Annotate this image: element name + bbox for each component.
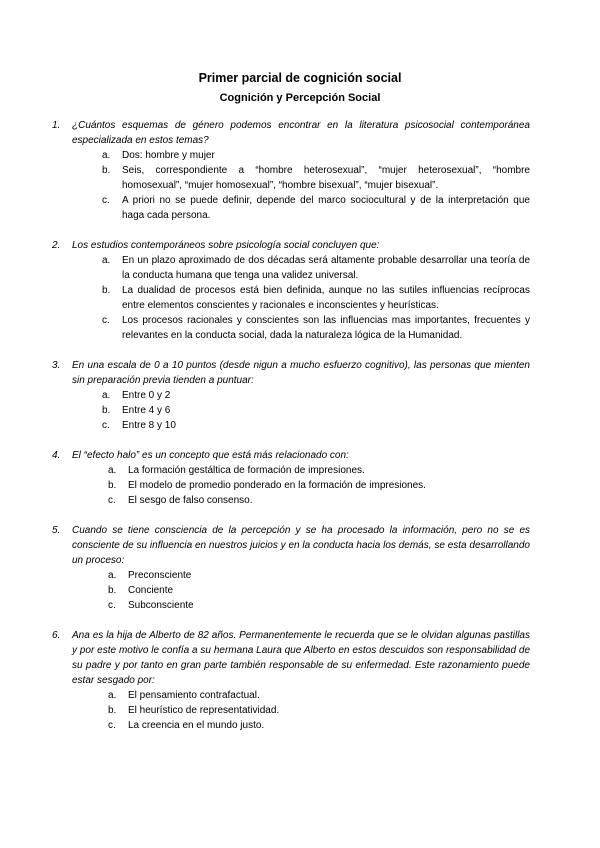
question-text: El “efecto halo” es un concepto que está más relacionado con: — [72, 450, 349, 461]
option-letter: b. — [108, 585, 117, 596]
option-item — [98, 418, 530, 433]
option-item — [104, 598, 530, 613]
question-list — [52, 118, 530, 733]
option-letter: a. — [102, 150, 111, 161]
option-item — [98, 163, 530, 193]
option-item — [104, 688, 530, 703]
option-list — [98, 253, 530, 343]
option-list — [104, 463, 530, 508]
question-1 — [52, 118, 530, 223]
option-text: El heurístico de representatividad. — [128, 705, 280, 716]
option-list — [98, 388, 530, 433]
option-text: El modelo de promedio ponderado en la formación de impresiones. — [128, 480, 426, 491]
option-text: El sesgo de falso consenso. — [128, 495, 253, 506]
option-letter: c. — [108, 495, 116, 506]
option-letter: b. — [102, 285, 111, 296]
option-text: La formación gestáltica de formación de impresiones. — [128, 465, 365, 476]
option-item — [104, 478, 530, 493]
option-letter: c. — [102, 195, 110, 206]
option-text: Entre 8 y 10 — [122, 420, 176, 431]
option-text: En un plazo aproximado de dos décadas será altamente probable desarrollar una teoría de la conducta humana que tenga una validez universal. — [122, 255, 530, 281]
question-text: En una escala de 0 a 10 puntos (desde nigun a mucho esfuerzo cognitivo), las personas que mienten sin preparación previa tienden a puntuar: — [72, 360, 530, 386]
option-letter: c. — [102, 420, 110, 431]
question-6 — [52, 628, 530, 733]
question-text: Ana es la hija de Alberto de 82 años. Permanentemente le recuerda que se le olvidan algunas pastillas y por este motivo le confía a su hermana Laura que Alberto en estos descuidos son responsabilidad de su padre y por tanto en gran parte también responsable de su enfermedad. Este razonamiento puede estar sesgado por: — [72, 630, 530, 686]
question-text: Cuando se tiene consciencia de la percepción y se ha procesado la información, pero no se es consciente de su influencia en nuestros juicios y en la conducta hacia los demás, se esta desarrollando un proceso: — [72, 525, 530, 566]
option-letter: b. — [108, 705, 117, 716]
option-letter: b. — [108, 480, 117, 491]
option-item — [104, 568, 530, 583]
option-letter: a. — [108, 570, 117, 581]
question-text: ¿Cuántos esquemas de género podemos encontrar en la literatura psicosocial contemporánea especializada en estos temas? — [72, 120, 530, 146]
question-number: 5. — [52, 525, 61, 536]
question-number: 1. — [52, 120, 61, 131]
option-item — [104, 718, 530, 733]
option-text: Preconsciente — [128, 570, 192, 581]
question-3 — [52, 358, 530, 433]
option-item — [98, 253, 530, 283]
option-item — [104, 493, 530, 508]
option-item — [98, 388, 530, 403]
option-item — [104, 703, 530, 718]
question-number: 6. — [52, 630, 61, 641]
option-text: Los procesos racionales y conscientes son las influencias mas importantes, frecuentes y relevantes en la conducta social, dada la naturaleza lógica de la Humanidad. — [122, 315, 530, 341]
question-4 — [52, 448, 530, 508]
option-list — [104, 688, 530, 733]
option-list — [98, 148, 530, 223]
page-subtitle: Cognición y Percepción Social — [219, 92, 381, 104]
option-text: Subconsciente — [128, 600, 194, 611]
option-letter: c. — [108, 600, 116, 611]
option-text: Conciente — [128, 585, 174, 596]
option-letter: b. — [102, 405, 111, 416]
option-item — [104, 583, 530, 598]
question-number: 3. — [52, 360, 61, 371]
option-letter: a. — [102, 390, 111, 401]
option-letter: b. — [102, 165, 111, 176]
option-text: A priori no se puede definir, depende del marco sociocultural y de la interpretación que haga cada persona. — [122, 195, 530, 221]
question-number: 2. — [52, 240, 61, 251]
option-item — [104, 463, 530, 478]
option-text: El pensamiento contrafactual. — [128, 690, 260, 701]
option-letter: c. — [102, 315, 110, 326]
option-item — [98, 148, 530, 163]
option-item — [98, 403, 530, 418]
option-item — [98, 283, 530, 313]
option-text: Dos: hombre y mujer — [122, 150, 215, 161]
option-text: Entre 0 y 2 — [122, 390, 171, 401]
option-text: La creencia en el mundo justo. — [128, 720, 265, 731]
option-list — [104, 568, 530, 613]
question-text: Los estudios contemporáneos sobre psicología social concluyen que: — [72, 240, 380, 251]
option-letter: a. — [108, 465, 117, 476]
question-number: 4. — [52, 450, 61, 461]
page-title: Primer parcial de cognición social — [198, 71, 402, 85]
option-letter: a. — [108, 690, 117, 701]
option-item — [98, 313, 530, 343]
question-5 — [52, 523, 530, 613]
option-letter: c. — [108, 720, 116, 731]
option-letter: a. — [102, 255, 111, 266]
option-text: Entre 4 y 6 — [122, 405, 171, 416]
option-item — [98, 193, 530, 223]
option-text: La dualidad de procesos está bien definida, aunque no las sutiles influencias recíprocas entre elementos conscientes y racionales e inconscientes y heurísticas. — [122, 285, 530, 311]
option-text: Seis, correspondiente a “hombre heterosexual”, “mujer heterosexual”, “hombre homosexual”, “mujer homosexual”, “hombre bisexual”, “mujer bisexual”. — [122, 165, 530, 191]
question-2 — [52, 238, 530, 343]
